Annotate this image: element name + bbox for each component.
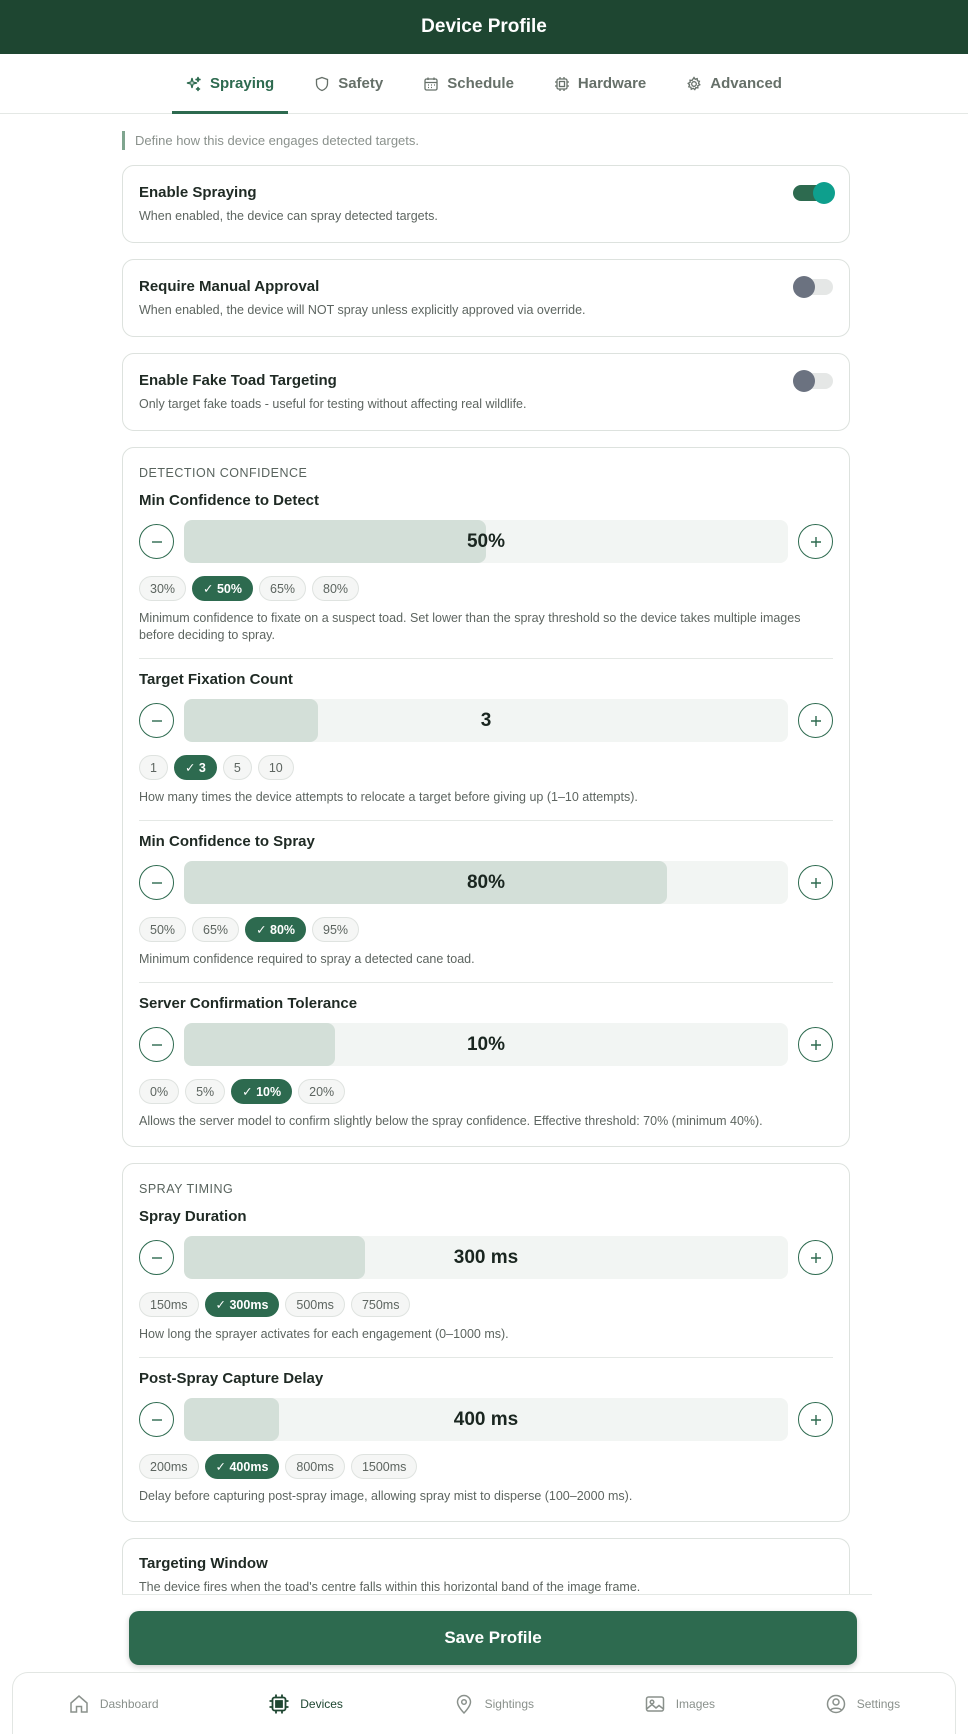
minus-icon (149, 1037, 165, 1053)
calendar-icon (423, 76, 439, 92)
preset-chip[interactable]: 20% (298, 1079, 345, 1104)
preset-chip[interactable]: ✓ 80% (245, 917, 306, 942)
minus-icon (149, 875, 165, 891)
targeting-description: The device fires when the toad's centre falls within this horizontal band of the image frame. (139, 1580, 641, 1594)
tab-spraying[interactable] (172, 54, 288, 113)
toggle-title: Require Manual Approval (139, 278, 320, 295)
nav-settings[interactable] (825, 1693, 900, 1715)
decrement-button[interactable] (139, 703, 174, 738)
detection-confidence-card (122, 447, 850, 1147)
setting-label: Spray Duration (139, 1208, 247, 1225)
value-bar[interactable] (184, 520, 788, 563)
settings-list (139, 1196, 833, 1505)
tab-bar (0, 54, 968, 114)
preset-chip[interactable]: ✓ 400ms (205, 1454, 280, 1479)
tab-safety[interactable] (300, 54, 397, 113)
preset-chips (139, 576, 833, 601)
increment-button[interactable] (798, 1027, 833, 1062)
home-icon (68, 1693, 90, 1715)
nav-label: Sightings (484, 1696, 534, 1711)
preset-chip[interactable]: 800ms (285, 1454, 345, 1479)
setting-help: Minimum confidence to fixate on a suspect toad. Set lower than the spray threshold so the device takes multiple images before deciding to spray. (139, 611, 801, 642)
save-profile-button[interactable]: Save Profile (129, 1611, 857, 1665)
setting-row (139, 983, 833, 1130)
value-bar[interactable] (184, 1023, 788, 1066)
toggle-card-fake-toad (122, 353, 850, 431)
value-stepper (139, 520, 833, 563)
setting-row (139, 480, 833, 659)
setting-label: Min Confidence to Spray (139, 833, 315, 850)
toggle-description: When enabled, the device can spray detected targets. (139, 209, 438, 223)
setting-row (139, 1358, 833, 1505)
preset-chip[interactable]: ✓ 300ms (205, 1292, 280, 1317)
nav-label: Images (675, 1696, 716, 1711)
increment-button[interactable] (798, 1240, 833, 1275)
image-icon (644, 1693, 666, 1715)
value-display: 50% (466, 530, 506, 552)
nav-label: Devices (300, 1696, 343, 1711)
manual-approval-toggle[interactable] (793, 279, 833, 295)
setting-help: How long the sprayer activates for each engagement (0–1000 ms). (139, 1327, 509, 1341)
tab-hardware[interactable] (540, 54, 660, 113)
value-stepper (139, 1398, 833, 1441)
value-bar[interactable] (184, 1236, 788, 1279)
plus-icon (808, 534, 824, 550)
value-stepper (139, 1023, 833, 1066)
increment-button[interactable] (798, 1402, 833, 1437)
toggle-title: Enable Spraying (139, 184, 257, 201)
value-display: 10% (466, 1033, 506, 1055)
plus-icon (808, 1037, 824, 1053)
toggle-knob (813, 182, 835, 204)
preset-chips (139, 917, 833, 942)
preset-chip[interactable]: 50% (139, 917, 186, 942)
preset-chip[interactable]: 10 (258, 755, 294, 780)
chip-icon (554, 76, 570, 92)
fake-toad-toggle[interactable] (793, 373, 833, 389)
plus-icon (808, 1412, 824, 1428)
toggle-title: Enable Fake Toad Targeting (139, 372, 337, 389)
preset-chip[interactable]: ✓ 3 (174, 755, 217, 780)
setting-label: Min Confidence to Detect (139, 492, 320, 509)
main-content (122, 115, 850, 1634)
preset-chip[interactable]: 65% (259, 576, 306, 601)
nav-devices[interactable] (268, 1693, 343, 1715)
preset-chip[interactable]: 5% (185, 1079, 225, 1104)
setting-label: Server Confirmation Tolerance (139, 995, 358, 1012)
value-stepper (139, 861, 833, 904)
setting-help: Minimum confidence required to spray a detected cane toad. (139, 952, 475, 966)
app-header (0, 0, 968, 54)
bottom-nav (12, 1672, 956, 1734)
preset-chips (139, 1079, 833, 1104)
setting-row (139, 1196, 833, 1358)
toggle-card-manual-approval (122, 259, 850, 337)
nav-dashboard[interactable] (68, 1693, 159, 1715)
shield-icon (314, 76, 330, 92)
setting-row (139, 659, 833, 821)
nav-sightings[interactable] (453, 1693, 534, 1715)
preset-chip[interactable]: 750ms (351, 1292, 411, 1317)
value-bar[interactable] (184, 699, 788, 742)
plus-icon (808, 875, 824, 891)
sparkle-icon (186, 76, 202, 92)
decrement-button[interactable] (139, 1402, 174, 1437)
decrement-button[interactable] (139, 524, 174, 559)
toggle-description: When enabled, the device will NOT spray unless explicitly approved via override. (139, 303, 586, 317)
decrement-button[interactable] (139, 1027, 174, 1062)
settings-list (139, 480, 833, 1130)
minus-icon (149, 1412, 165, 1428)
minus-icon (149, 713, 165, 729)
toggle-knob (793, 276, 815, 298)
preset-chip[interactable]: ✓ 50% (192, 576, 253, 601)
tab-label: Schedule (447, 75, 514, 92)
increment-button[interactable] (798, 524, 833, 559)
nav-images[interactable] (644, 1693, 715, 1715)
preset-chip[interactable]: 65% (192, 917, 239, 942)
setting-label: Post-Spray Capture Delay (139, 1370, 324, 1387)
value-stepper (139, 699, 833, 742)
value-display: 80% (466, 871, 506, 893)
tab-schedule[interactable] (409, 54, 528, 113)
toggle-card-enable-spraying (122, 165, 850, 243)
preset-chip[interactable]: 5 (223, 755, 252, 780)
map-pin-icon (453, 1693, 475, 1715)
targeting-title: Targeting Window (139, 1555, 268, 1572)
preset-chips (139, 1292, 833, 1317)
nav-label: Dashboard (99, 1696, 159, 1711)
setting-help: Allows the server model to confirm slightly below the spray confidence. Effective threshold: 70% (minimum 40%). (139, 1114, 763, 1128)
decrement-button[interactable] (139, 865, 174, 900)
tab-label: Advanced (710, 75, 782, 92)
value-display: 300 ms (453, 1246, 519, 1268)
setting-row (139, 821, 833, 983)
minus-icon (149, 1250, 165, 1266)
gear-icon (686, 76, 702, 92)
preset-chip[interactable]: 1500ms (351, 1454, 417, 1479)
tab-label: Spraying (210, 75, 275, 92)
setting-label: Target Fixation Count (139, 671, 293, 688)
preset-chip[interactable]: 0% (139, 1079, 179, 1104)
minus-icon (149, 534, 165, 550)
spray-timing-card (122, 1163, 850, 1522)
value-display: 3 (480, 709, 492, 731)
section-title: DETECTION CONFIDENCE (139, 466, 308, 480)
preset-chip[interactable]: 80% (312, 576, 359, 601)
value-stepper (139, 1236, 833, 1279)
tab-label: Hardware (577, 75, 647, 92)
chip-icon (268, 1693, 290, 1715)
divider (122, 1594, 872, 1595)
tab-label: Safety (338, 75, 384, 92)
preset-chip[interactable]: 200ms (139, 1454, 199, 1479)
setting-help: Delay before capturing post-spray image, allowing spray mist to disperse (100–2000 ms). (139, 1489, 633, 1503)
value-bar[interactable] (184, 1398, 788, 1441)
toggle-description: Only target fake toads - useful for testing without affecting real wildlife. (139, 397, 527, 411)
preset-chips (139, 755, 833, 780)
decrement-button[interactable] (139, 1240, 174, 1275)
preset-chip[interactable]: 1 (139, 755, 168, 780)
tab-advanced[interactable] (672, 54, 796, 113)
increment-button[interactable] (798, 703, 833, 738)
plus-icon (808, 1250, 824, 1266)
section-intro: Define how this device engages detected targets. (122, 131, 850, 150)
preset-chip[interactable]: 500ms (285, 1292, 345, 1317)
nav-label: Settings (856, 1696, 901, 1711)
preset-chip[interactable]: 30% (139, 576, 186, 601)
toggle-knob (793, 370, 815, 392)
enable-spraying-toggle[interactable] (793, 185, 833, 201)
increment-button[interactable] (798, 865, 833, 900)
save-bar (0, 1594, 968, 1676)
setting-help: How many times the device attempts to relocate a target before giving up (1–10 attempts). (139, 790, 638, 804)
section-title: SPRAY TIMING (139, 1182, 234, 1196)
preset-chip[interactable]: 150ms (139, 1292, 199, 1317)
preset-chips (139, 1454, 833, 1479)
page-title: Device Profile (421, 16, 547, 37)
preset-chip[interactable]: 95% (312, 917, 359, 942)
value-bar[interactable] (184, 861, 788, 904)
preset-chip[interactable]: ✓ 10% (231, 1079, 292, 1104)
user-circle-icon (825, 1693, 847, 1715)
plus-icon (808, 713, 824, 729)
value-display: 400 ms (453, 1408, 519, 1430)
